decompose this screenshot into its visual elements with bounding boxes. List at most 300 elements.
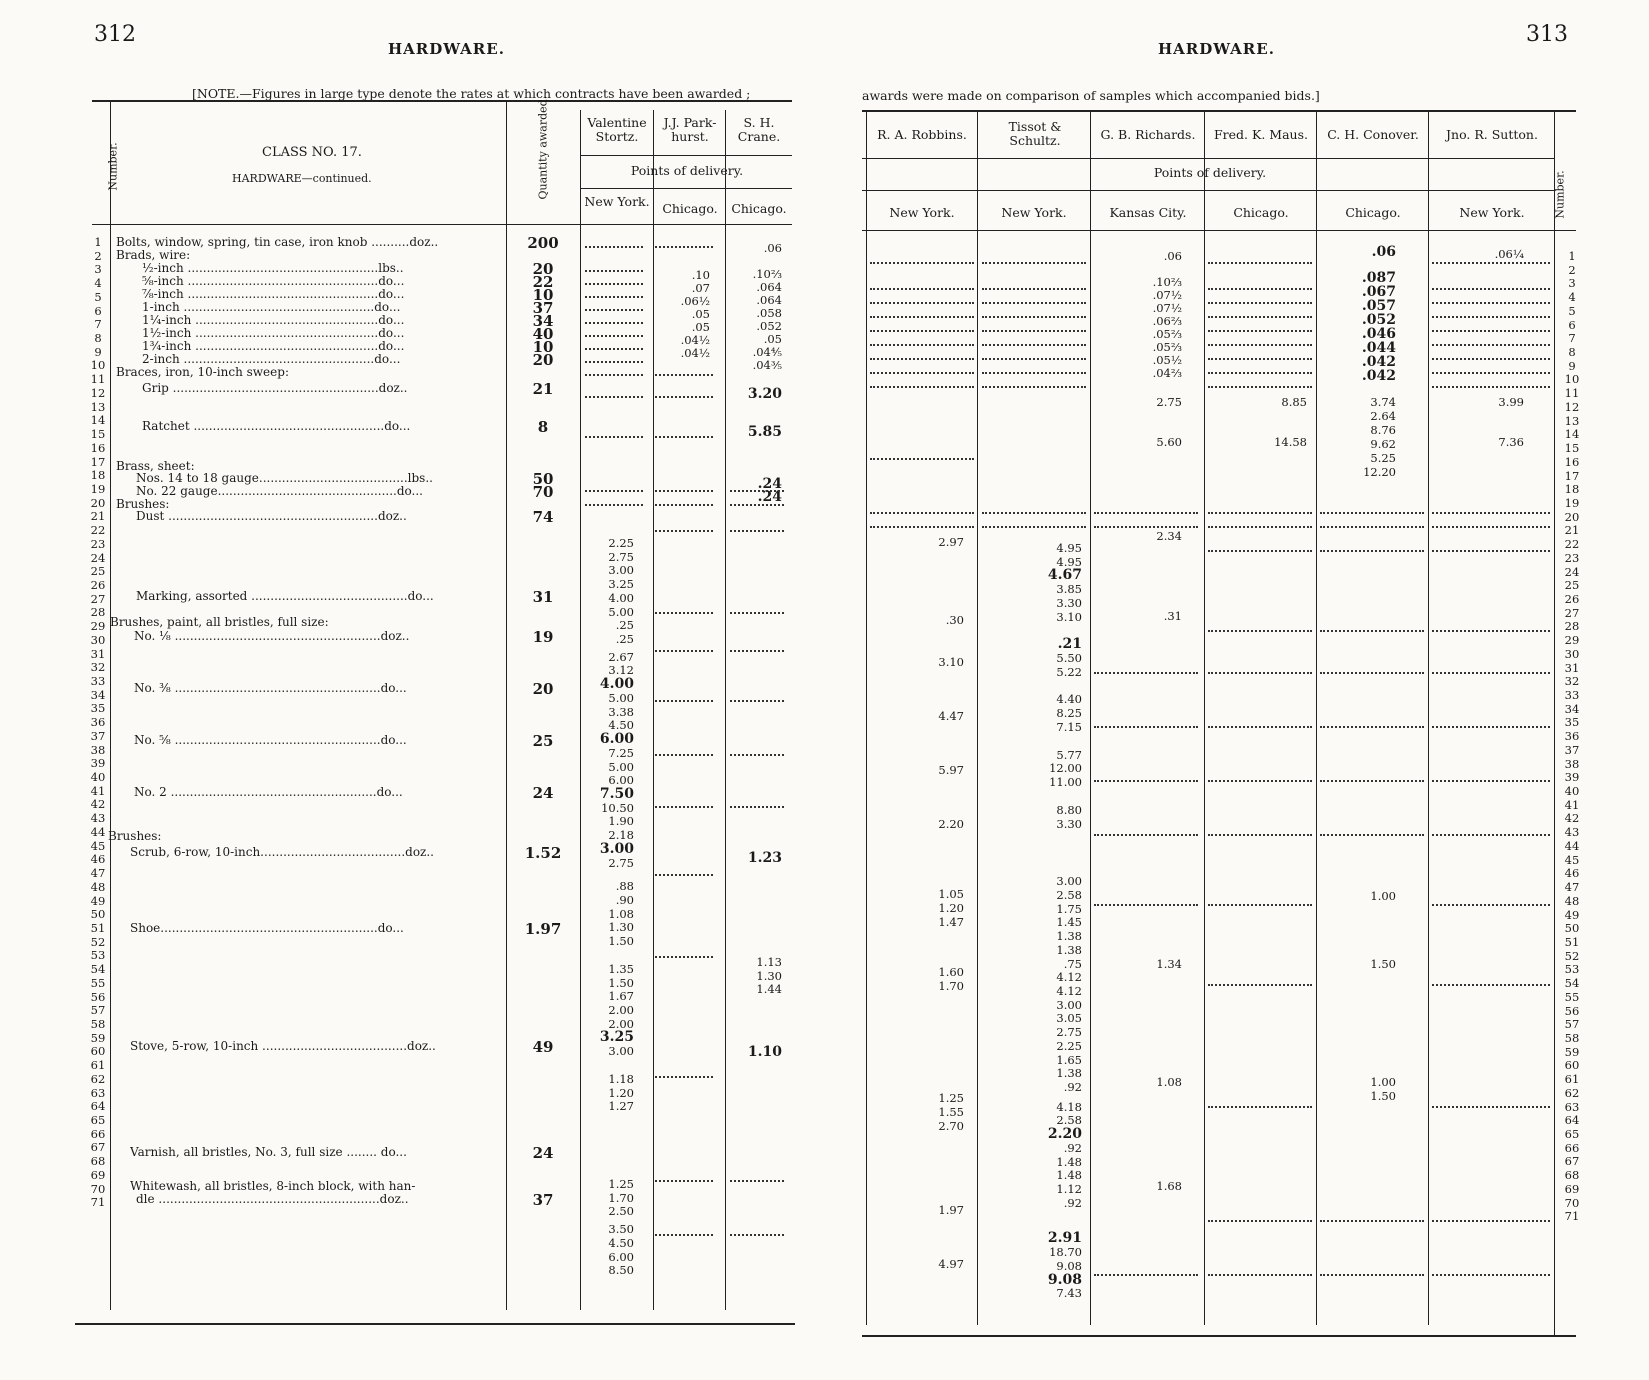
tissot-value: .92 — [1063, 1140, 1082, 1155]
dotted-leader — [1208, 780, 1312, 782]
class-subtitle: HARDWARE—continued. — [232, 172, 372, 185]
dotted-leader — [1208, 358, 1312, 360]
robbins-value: 2.97 — [938, 535, 964, 549]
dotted-leader — [1208, 386, 1312, 388]
tissot-value: 2.91 — [1047, 1230, 1082, 1247]
dotted-leader — [655, 956, 713, 958]
dotted-leader — [1432, 512, 1550, 514]
row-number: 56 — [90, 989, 106, 1004]
robbins-value: 4.97 — [938, 1257, 964, 1271]
dotted-leader — [1208, 372, 1312, 374]
stortz-value: 2.67 — [608, 649, 634, 664]
dotted-leader — [1320, 526, 1424, 528]
row-number: 29 — [90, 619, 106, 634]
dotted-leader — [982, 386, 1086, 388]
stortz-value: 4.50 — [608, 718, 634, 733]
delivery-parkhurst: Chicago. — [662, 201, 718, 216]
parkhurst-value: .05 — [691, 307, 710, 321]
dotted-leader — [730, 1180, 784, 1182]
richards-value: .06 — [1163, 249, 1182, 263]
row-number: 63 — [90, 1085, 106, 1100]
richards-value: .05⅔ — [1152, 327, 1182, 341]
delivery-stortz: New York. — [584, 194, 650, 209]
item-description: Nos. 14 to 18 gauge.......................................lbs.. — [136, 472, 433, 485]
tissot-value: 2.75 — [1056, 1025, 1082, 1040]
right-top-rule — [862, 110, 1576, 112]
stortz-value: .25 — [615, 632, 634, 647]
stortz-value: 2.00 — [608, 1003, 634, 1017]
row-number: 28 — [90, 605, 106, 620]
row-number: 10 — [90, 358, 106, 373]
row-number: 30 — [1564, 646, 1580, 661]
row-number: 29 — [1564, 633, 1580, 648]
conover-value: 12.20 — [1363, 465, 1396, 479]
conover-value: .06 — [1371, 244, 1396, 260]
tissot-value: 1.65 — [1056, 1052, 1082, 1067]
dotted-leader — [1094, 726, 1198, 728]
crane-value: .06 — [763, 241, 782, 255]
tissot-value: 3.00 — [1056, 997, 1082, 1012]
right-page-number: 313 — [1526, 22, 1568, 47]
bidder-conover: C. H. Conover. — [1327, 127, 1419, 142]
item-description: ⅞-inch ..................................................do... — [142, 288, 405, 301]
bidder-sutton: Jno. R. Sutton. — [1446, 127, 1538, 142]
tissot-column — [1030, 542, 1082, 1301]
dotted-leader — [1094, 672, 1198, 674]
parkhurst-value: .07 — [691, 281, 710, 295]
quantity-awarded: 8 — [537, 418, 549, 436]
richards-value: .10⅔ — [1152, 275, 1182, 289]
row-number: 57 — [1564, 1017, 1580, 1032]
item-description: No. ⅝ ......................................................do... — [134, 734, 407, 747]
dotted-leader — [655, 1180, 713, 1182]
dotted-leader — [1320, 780, 1424, 782]
dotted-leader — [982, 344, 1086, 346]
row-number: 15 — [1564, 441, 1580, 456]
row-number: 51 — [90, 920, 106, 935]
row-number: 7 — [94, 317, 102, 332]
dotted-leader — [1208, 330, 1312, 332]
row-number: 54 — [90, 962, 106, 977]
row-number: 25 — [1564, 578, 1580, 593]
item-description: Varnish, all bristles, No. 3, full size ........ do... — [130, 1146, 407, 1159]
tissot-value: 9.08 — [1047, 1271, 1082, 1288]
row-number: 31 — [1564, 660, 1580, 675]
item-description: Stove, 5-row, 10-inch ......................................doz.. — [130, 1040, 436, 1053]
stortz-value: 5.00 — [608, 690, 634, 705]
crane-value: .064 — [756, 280, 782, 294]
right-row-numbers — [1560, 250, 1584, 1224]
maus-value: 8.85 — [1281, 395, 1307, 409]
quantity-awarded: 24 — [532, 784, 554, 802]
stortz-value: 1.30 — [608, 920, 634, 935]
dotted-leader — [1432, 834, 1550, 836]
dotted-leader — [655, 436, 713, 438]
tissot-value: .92 — [1063, 1080, 1082, 1094]
row-number: 27 — [1564, 605, 1580, 620]
row-number: 16 — [90, 440, 106, 455]
stortz-value: 10.50 — [601, 800, 634, 815]
dotted-leader — [1432, 630, 1550, 632]
quantity-awarded: 21 — [532, 380, 554, 398]
dotted-leader — [1094, 526, 1198, 528]
robbins-value: 3.10 — [938, 655, 964, 669]
dotted-leader — [730, 490, 784, 492]
quantity-awarded: 1.52 — [524, 844, 562, 862]
row-number: 52 — [1564, 948, 1580, 963]
dotted-leader — [1320, 550, 1424, 552]
conover-value: .042 — [1361, 354, 1396, 370]
item-description: Marking, assorted .........................................do... — [136, 590, 434, 603]
conover-value: .087 — [1361, 270, 1396, 286]
tissot-value: 1.45 — [1056, 915, 1082, 930]
row-number: 50 — [90, 907, 106, 922]
row-number: 9 — [1568, 358, 1576, 373]
row-number: 70 — [90, 1181, 106, 1196]
row-number: 36 — [90, 715, 106, 730]
row-number: 18 — [1564, 482, 1580, 497]
row-number: 35 — [1564, 715, 1580, 730]
tissot-value: 2.20 — [1047, 1126, 1082, 1143]
stortz-value: .25 — [615, 618, 634, 633]
dotted-leader — [655, 246, 713, 248]
row-number: 20 — [1564, 509, 1580, 524]
dotted-leader — [1432, 262, 1550, 264]
dotted-leader — [1432, 386, 1550, 388]
quantity-awarded: 49 — [532, 1038, 554, 1056]
right-rule-robbins — [977, 110, 978, 1325]
tissot-value: 5.50 — [1056, 651, 1082, 666]
robbins-value: 4.47 — [938, 709, 964, 723]
stortz-value: 6.00 — [599, 731, 634, 748]
row-number: 57 — [90, 1003, 106, 1018]
left-row-numbers — [86, 236, 110, 1210]
tissot-value: 3.10 — [1056, 609, 1082, 624]
conover-value: 1.50 — [1370, 957, 1396, 971]
bidder-crane: S. H. Crane. — [737, 115, 781, 144]
dotted-leader — [1208, 1274, 1312, 1276]
stortz-value: 1.70 — [608, 1190, 634, 1205]
row-number: 43 — [90, 811, 106, 826]
tissot-value: 1.48 — [1056, 1168, 1082, 1183]
row-number: 10 — [1564, 372, 1580, 387]
row-number: 53 — [1564, 962, 1580, 977]
conover-value: 8.76 — [1370, 423, 1396, 437]
row-number: 25 — [90, 564, 106, 579]
tissot-value: 5.77 — [1056, 747, 1082, 762]
dotted-leader — [1432, 316, 1550, 318]
left-page-number: 312 — [94, 22, 136, 47]
tissot-value: 8.80 — [1056, 802, 1082, 817]
row-number: 3 — [1568, 276, 1576, 291]
dotted-leader — [730, 504, 784, 506]
row-number: 31 — [90, 646, 106, 661]
dotted-leader — [1320, 1220, 1424, 1222]
conover-value: 1.00 — [1370, 1075, 1396, 1089]
stortz-value: 2.00 — [608, 1016, 634, 1031]
row-number: 61 — [1564, 1072, 1580, 1087]
item-description: ½-inch ..................................................lbs.. — [142, 262, 404, 275]
row-number: 61 — [90, 1058, 106, 1073]
dotted-leader — [1094, 904, 1198, 906]
quantity-awarded: 200 — [527, 234, 559, 252]
robbins-value: 1.97 — [938, 1203, 964, 1217]
tissot-value: 1.38 — [1056, 1066, 1082, 1081]
robbins-value: .30 — [945, 613, 964, 627]
row-number: 71 — [1564, 1209, 1580, 1224]
richards-value: 5.60 — [1156, 435, 1182, 449]
row-number: 56 — [1564, 1003, 1580, 1018]
dotted-leader — [585, 322, 643, 324]
row-number: 35 — [90, 701, 106, 716]
dotted-leader — [655, 612, 713, 614]
item-description: Dust .......................................................doz.. — [136, 510, 407, 523]
tissot-value: 4.18 — [1056, 1099, 1082, 1114]
dotted-leader — [870, 358, 974, 360]
tissot-value: 3.05 — [1056, 1011, 1082, 1026]
row-number: 45 — [1564, 852, 1580, 867]
item-description: Brads, wire: — [116, 248, 191, 262]
crane-value: .04⅗ — [752, 358, 782, 372]
row-number: 33 — [1564, 688, 1580, 702]
dotted-leader — [585, 504, 643, 506]
row-number: 20 — [90, 495, 106, 510]
dotted-leader — [1094, 780, 1198, 782]
dotted-leader — [1432, 726, 1550, 728]
dotted-leader — [730, 612, 784, 614]
row-number: 21 — [1564, 523, 1580, 538]
row-number: 28 — [1564, 619, 1580, 634]
item-description: ⅝-inch ..................................................do... — [142, 275, 405, 288]
right-rule-tissot — [1090, 110, 1091, 1325]
row-number: 11 — [90, 372, 106, 387]
row-number: 4 — [1568, 290, 1576, 305]
dotted-leader — [655, 1076, 713, 1078]
row-number: 9 — [94, 344, 102, 359]
row-number: 26 — [90, 577, 106, 592]
row-number: 60 — [90, 1044, 106, 1059]
dotted-leader — [870, 330, 974, 332]
quantity-awarded: 20 — [532, 351, 554, 369]
richards-value: 1.34 — [1156, 957, 1182, 971]
row-number: 18 — [90, 468, 106, 483]
conover-value: 1.00 — [1370, 889, 1396, 903]
quantity-awarded: 31 — [532, 588, 554, 606]
right-rule-maus — [1316, 110, 1317, 1325]
dotted-leader — [1208, 512, 1312, 514]
dotted-leader — [1432, 330, 1550, 332]
row-number: 42 — [90, 797, 106, 812]
row-number: 1 — [1568, 249, 1576, 263]
dotted-leader — [1094, 834, 1198, 836]
dotted-leader — [1320, 726, 1424, 728]
row-number: 46 — [1564, 866, 1580, 881]
dotted-leader — [1208, 904, 1312, 906]
row-number: 11 — [1564, 386, 1580, 401]
stortz-value: 7.25 — [608, 745, 634, 760]
right-points-of-delivery: Points of delivery. — [1153, 165, 1267, 180]
delivery-tissot: New York. — [1001, 205, 1067, 220]
item-description: No. ⅜ ......................................................do... — [134, 682, 407, 695]
bidder-parkhurst: J.J. Park-hurst. — [663, 115, 717, 144]
dotted-leader — [870, 512, 974, 514]
robbins-value: 1.60 — [938, 965, 964, 979]
left-header-rule — [92, 224, 792, 225]
tissot-value: 3.00 — [1056, 874, 1082, 889]
row-number: 24 — [1564, 564, 1580, 579]
dotted-leader — [1208, 302, 1312, 304]
left-rule-parkhurst — [725, 110, 726, 1310]
dotted-leader — [1208, 726, 1312, 728]
dotted-leader — [1432, 288, 1550, 290]
dotted-leader — [982, 512, 1086, 514]
bidder-richards: G. B. Richards. — [1100, 127, 1196, 142]
quantity-awarded: 37 — [532, 299, 554, 317]
dotted-leader — [1320, 834, 1424, 836]
stortz-value: 1.50 — [608, 975, 634, 990]
tissot-value: 4.95 — [1056, 541, 1082, 555]
row-number: 47 — [1564, 880, 1580, 895]
dotted-leader — [982, 358, 1086, 360]
sutton-value: 7.36 — [1498, 435, 1524, 449]
conover-value: .044 — [1361, 340, 1396, 356]
stortz-value: .88 — [615, 879, 634, 894]
tissot-value: 4.40 — [1056, 692, 1082, 707]
quantity-awarded: 25 — [532, 732, 554, 750]
dotted-leader — [585, 374, 643, 376]
row-number: 48 — [90, 879, 106, 894]
richards-value: .04⅔ — [1152, 366, 1182, 380]
conover-value: .067 — [1361, 284, 1396, 300]
crane-value: 1.44 — [756, 982, 782, 997]
row-number: 8 — [94, 331, 102, 346]
stortz-column — [582, 537, 634, 1278]
left-rule-items — [506, 100, 507, 1310]
row-number: 2 — [1568, 262, 1576, 277]
robbins-value: 1.55 — [938, 1105, 964, 1119]
conover-value: 3.74 — [1370, 395, 1396, 409]
dotted-leader — [1432, 780, 1550, 782]
item-description: No. 2 ......................................................do... — [134, 786, 403, 799]
dotted-leader — [655, 504, 713, 506]
parkhurst-value: .04½ — [680, 333, 710, 347]
row-number: 19 — [1564, 495, 1580, 510]
dotted-leader — [870, 288, 974, 290]
row-number: 12 — [90, 385, 106, 400]
dotted-leader — [1208, 630, 1312, 632]
dotted-leader — [730, 650, 784, 652]
dotted-leader — [1432, 372, 1550, 374]
dotted-leader — [585, 283, 643, 285]
row-number: 13 — [1564, 413, 1580, 428]
conover-value: 9.62 — [1370, 437, 1396, 451]
crane-value: .05 — [763, 332, 782, 346]
stortz-value: 3.38 — [608, 704, 634, 719]
row-number: 64 — [90, 1099, 106, 1114]
dotted-leader — [1432, 904, 1550, 906]
stortz-value: 6.00 — [608, 1249, 634, 1264]
tissot-value: .75 — [1063, 956, 1082, 971]
parkhurst-value: .06½ — [680, 294, 710, 308]
row-number: 47 — [90, 866, 106, 881]
row-number: 2 — [94, 248, 102, 263]
tissot-value: 2.58 — [1056, 1113, 1082, 1128]
item-description: Grip ......................................................doz.. — [142, 382, 408, 395]
right-bottom-rule — [862, 1335, 1576, 1337]
dotted-leader — [1208, 672, 1312, 674]
crane-value: .10⅔ — [752, 267, 782, 281]
row-number: 22 — [1564, 537, 1580, 552]
stortz-value: 1.90 — [608, 814, 634, 829]
row-number: 42 — [1564, 811, 1580, 826]
right-header-rule — [862, 230, 1576, 231]
left-delivery-rule — [580, 188, 792, 189]
row-number: 58 — [1564, 1030, 1580, 1045]
item-description: No. 22 gauge...............................................do... — [136, 485, 423, 498]
conover-value: .052 — [1361, 312, 1396, 328]
row-number: 67 — [1564, 1154, 1580, 1169]
dotted-leader — [870, 458, 974, 460]
row-number: 33 — [90, 674, 106, 688]
dotted-leader — [1208, 526, 1312, 528]
crane-value: 1.23 — [747, 850, 782, 866]
dotted-leader — [655, 490, 713, 492]
item-description: Brushes: — [108, 829, 162, 843]
quantity-awarded: 20 — [532, 260, 554, 278]
row-number: 62 — [1564, 1085, 1580, 1100]
row-number: 69 — [90, 1167, 106, 1182]
dotted-leader — [870, 302, 974, 304]
dotted-leader — [730, 1234, 784, 1236]
tissot-value: 7.15 — [1056, 719, 1082, 734]
stortz-value: 1.67 — [608, 989, 634, 1004]
crane-value: .04⅘ — [752, 345, 782, 359]
row-number: 68 — [90, 1154, 106, 1169]
dotted-leader — [982, 302, 1086, 304]
richards-value: .05⅔ — [1152, 340, 1182, 354]
tissot-value: 18.70 — [1049, 1245, 1082, 1260]
tissot-value: 4.12 — [1056, 983, 1082, 998]
robbins-value: 2.70 — [938, 1119, 964, 1133]
quantity-awarded: 74 — [532, 508, 554, 526]
row-number: 44 — [1564, 838, 1580, 853]
left-rule-stortz — [653, 110, 654, 1310]
dotted-leader — [1094, 512, 1198, 514]
stortz-value: 2.25 — [608, 536, 634, 550]
quantity-awarded: 40 — [532, 325, 554, 343]
dotted-leader — [870, 372, 974, 374]
dotted-leader — [1208, 834, 1312, 836]
dotted-leader — [1094, 1274, 1198, 1276]
stortz-value: 4.50 — [608, 1235, 634, 1250]
quantity-awarded: 70 — [532, 483, 554, 501]
row-number: 60 — [1564, 1058, 1580, 1073]
robbins-value: 1.70 — [938, 979, 964, 993]
conover-value: 5.25 — [1370, 451, 1396, 465]
richards-value: .06⅔ — [1152, 314, 1182, 328]
row-number: 59 — [1564, 1044, 1580, 1059]
row-number: 24 — [90, 550, 106, 565]
stortz-value: 2.75 — [608, 549, 634, 564]
stortz-value: 3.25 — [608, 577, 634, 592]
row-number: 55 — [90, 975, 106, 990]
row-number: 6 — [1568, 317, 1576, 332]
richards-value: 1.68 — [1156, 1179, 1182, 1193]
maus-value: 14.58 — [1274, 435, 1307, 449]
sutton-value: 3.99 — [1498, 395, 1524, 409]
row-number: 23 — [90, 536, 106, 551]
tissot-value: 2.25 — [1056, 1038, 1082, 1053]
